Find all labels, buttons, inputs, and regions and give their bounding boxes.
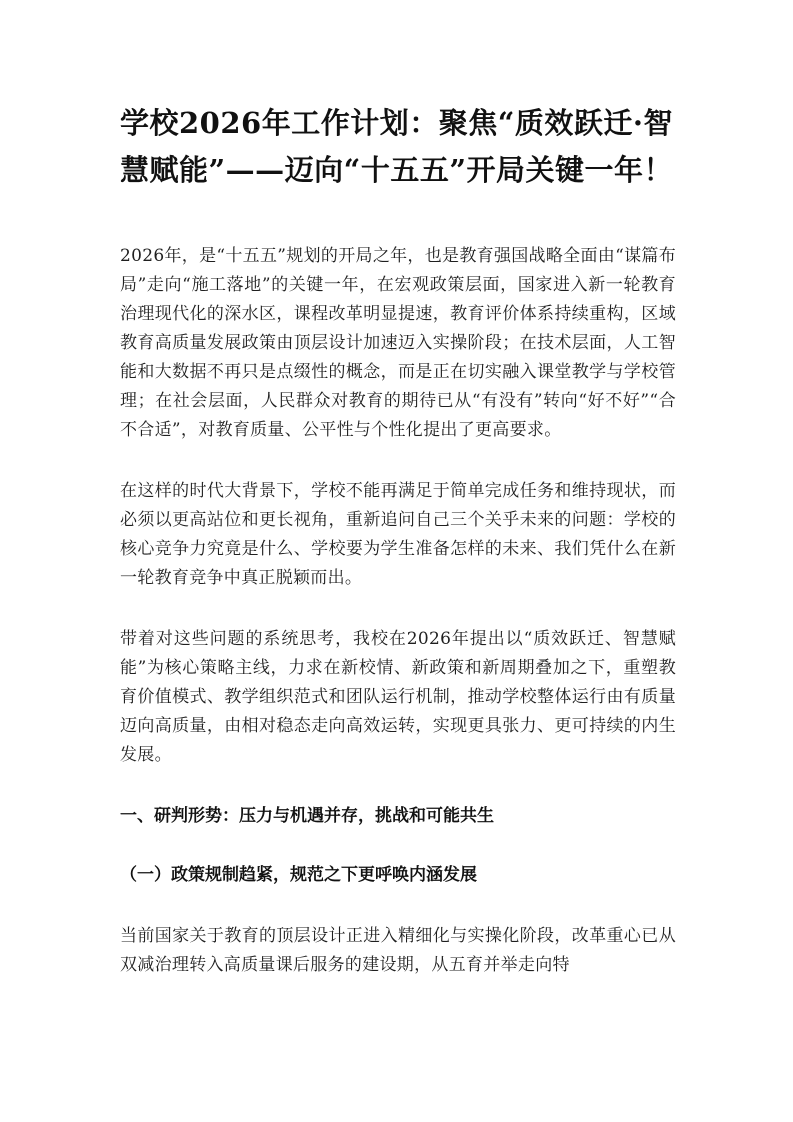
document-body [120, 100, 676, 980]
subsection-paragraph: 当前国家关于教育的顶层设计正进入精细化与实操化阶段，改革重心已从双减治理转入高质量课后服务的建设期，从五育并举走向特 [120, 926, 676, 975]
section-heading: 一、研判形势：压力与机遇并存，挑战和可能共生 [120, 806, 494, 826]
subsection-heading: （一）政策规制趋紧，规范之下更呼唤内涵发展 [120, 865, 477, 885]
intro-paragraph: 2026年，是“十五五”规划的开局之年，也是教育强国战略全面由“谋篇布局”走向“施工落地”的关键一年，在宏观政策层面，国家进入新一轮教育治理现代化的深水区，课程改革明显提速，教育评价体系持续重构，区域教育高质量发展政策由顶层设计加速迈入实操阶段；在技术层面，人工智能和大数据不再只是点缀性的概念，而是正在切实融入课堂教学与学校管理；在社会层面，人民群众对教育的期待已从“有没有”转向“好不好”“合不合适”，对教育质量、公平性与个性化提出了更高要求。 [120, 246, 676, 440]
document-title: 学校2026年工作计划：聚焦“质效跃迁·智慧赋能”——迈向“十五五”开局关键一年！ [120, 106, 674, 187]
background-paragraph: 在这样的时代大背景下，学校不能再满足于简单完成任务和维持现状，而必须以更高站位和更长视角，重新追问自己三个关乎未来的问题：学校的核心竞争力究竟是什么、学校要为学生准备怎样的未来、我们凭什么在新一轮教育竞争中真正脱颖而出。 [120, 481, 676, 588]
strategy-paragraph: 带着对这些问题的系统思考，我校在2026年提出以“质效跃迁、智慧赋能”为核心策略主线，力求在新校情、新政策和新周期叠加之下，重塑教育价值模式、教学组织范式和团队运行机制，推动学校整体运行由有质量迈向高质量，由相对稳态走向高效运转，实现更具张力、更可持续的内生发展。 [120, 629, 676, 765]
